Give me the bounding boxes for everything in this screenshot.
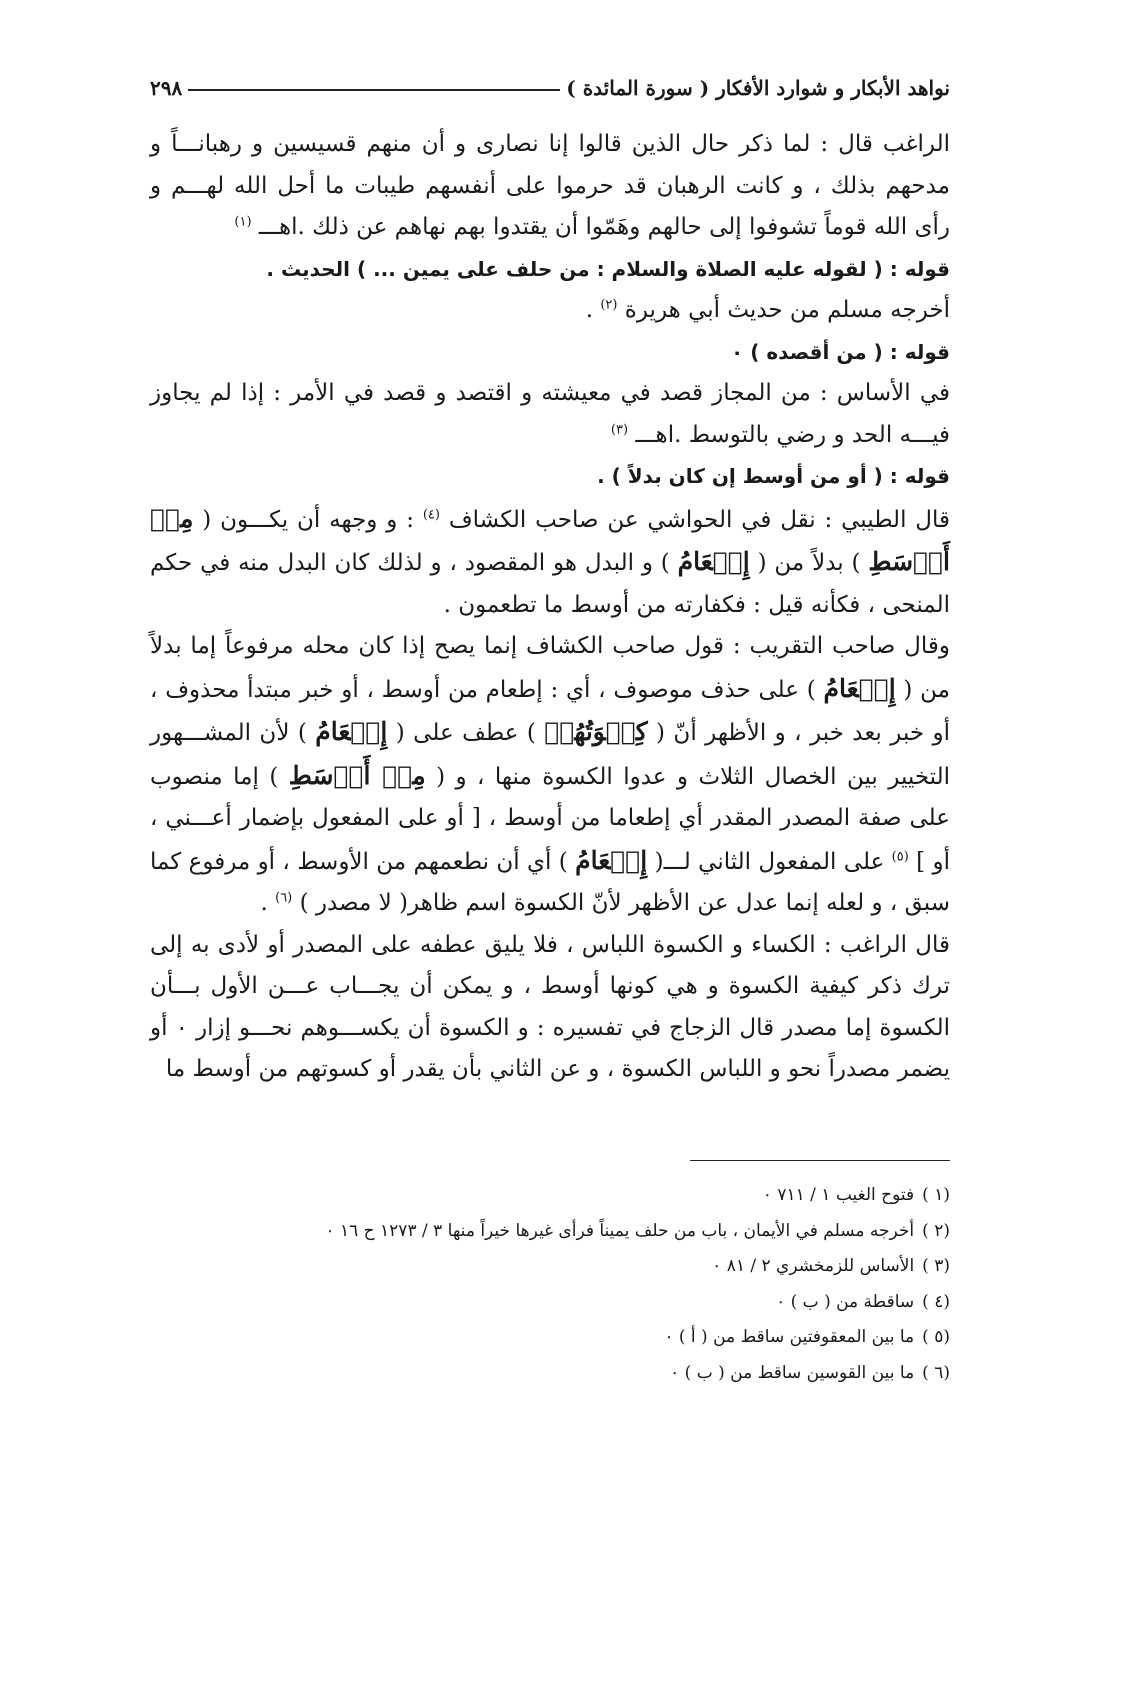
paragraph-text: ) لأن المشـــهور التخيير بين الخصال الثلاث و عدوا الكسوة منها ، و (	[150, 720, 951, 790]
footnote-text: ساقطة من ( ب ) ٠	[776, 1291, 915, 1312]
paragraph	[150, 626, 950, 925]
footnote-item	[150, 1285, 950, 1321]
paragraph-text: .	[585, 297, 594, 323]
quran-word: إِطۡعَامُ	[823, 673, 896, 703]
paragraph-text: ) أي أن نطعمهم من الأوسط ، أو مرفوع كما سبق ، و لعله إنما عدل عن الأظهر لأنّ الكسوة اسم ظاهر( لا مصدر )	[150, 848, 950, 916]
footnote-number: (٤ )	[922, 1291, 950, 1312]
quran-word: إِطۡعَامُ	[315, 717, 388, 746]
paragraph-text: قال الطيبي : نقل في الحواشي عن صاحب الكشاف	[448, 506, 951, 533]
footnote-item	[150, 1214, 950, 1250]
paragraph-text: في الأساس : من المجاز قصد في معيشته و اقتصد و قصد في الأمر : إذا لم يجاوز فيـــه الحد و رضي بالتوسط .اهـــ	[150, 380, 950, 448]
paragraph-text: قال الراغب : الكساء و الكسوة اللباس ، فلا يليق عطفه على المصدر أو لأدى به إلى ترك ذكر كيفية الكسوة و هي كونها أوسط ، و يمكن أن يجـــاب عـــن الأول بـــأن الكسوة إما مصدر قال الزجاج في تفسيره : و الكسوة أن يكســـوهم نحـــو إزار ٠ أو يضمر مصدراً نحو و اللباس الكسوة ، و عن الثاني بأن يقدر أو كسوتهم من أوسط ما	[150, 931, 950, 1082]
footnote-marker: (١)	[234, 214, 252, 230]
footnote-text: ما بين القوسين ساقط من ( ب ) ٠	[670, 1362, 915, 1383]
quran-word: مِنۡ أَوۡسَطِ	[150, 503, 951, 576]
page-header	[150, 60, 950, 100]
paragraph-text: ) بدلاً من (	[757, 550, 861, 576]
paragraph	[150, 124, 950, 249]
footnote-marker: (٦)	[275, 890, 293, 906]
quran-word: إِطۡعَامُ	[677, 547, 750, 576]
page-number: ٢٩٨	[150, 76, 183, 100]
paragraph-text: ) على حذف موصوف ، أي : إطعام من أوسط ، أو خبر مبتدأ محذوف ، أو خبر بعد خبر ، و الأظهر أنّ (	[150, 676, 951, 746]
footnote-marker: (٣)	[610, 421, 629, 437]
paragraph-text: ) و البدل هو المقصود ، و لذلك كان البدل منه في حكم المنحى ، فكأنه قيل : فكفارته من أوسط ما تطعمون .	[150, 550, 950, 618]
footnote-item	[150, 1249, 950, 1285]
footnote-text: أخرجه مسلم في الأيمان ، باب من حلف يميناً فرأى غيرها خيراً منها ٣ / ١٢٧٣ ح ١٦ ٠	[325, 1220, 915, 1241]
footnote-number: (٥ )	[922, 1327, 950, 1347]
footnote-separator	[690, 1160, 950, 1161]
footnote-number: (١ )	[922, 1185, 950, 1205]
section-heading: قوله : ( أو من أوسط إن كان بدلاً ) .	[597, 464, 950, 488]
footnote-number: (٢ )	[922, 1220, 950, 1241]
paragraph-text: أخرجه مسلم من حديث أبي هريرة	[624, 297, 950, 323]
running-title: نواهد الأبكار و شوارد الأفكار ( سورة المائدة )	[566, 76, 950, 100]
footnote-marker: (٤)	[422, 506, 440, 522]
header-rule	[188, 89, 560, 91]
footnote-item	[150, 1178, 950, 1214]
footnote-marker: (٢)	[600, 297, 618, 313]
quran-word: كِسۡوَتُهُمۡ	[544, 717, 648, 746]
paragraph-text: ) عطف على (	[395, 720, 536, 746]
footnote-number: (٦ )	[922, 1362, 950, 1383]
paragraph-text: : و وجهه أن يكـــون (	[202, 506, 414, 533]
section-heading: قوله : ( من أقصده ) ٠	[731, 339, 950, 364]
paragraph-text: الراغب قال : لما ذكر حال الذين قالوا إنا نصارى و أن منهم قسيسين و رهبانـــاً و مدحهم بذلك ، و كانت الرهبان قد حرموا على أنفسهم طيبات ما أحل الله لهـــم و رأى الله قوماً تشوفوا إلى حالهم وهَمّوا أن يقتدوا بهم نهاهم عن ذلك .اهـــ	[150, 131, 950, 240]
book-page	[150, 60, 950, 1660]
paragraph	[150, 925, 950, 1091]
footnote-text: ما بين المعقوفتين ساقط من ( أ ) ٠	[664, 1327, 915, 1347]
footnote-item	[150, 1356, 950, 1392]
footnote-text: فتوح الغيب ١ / ٧١١ ٠	[762, 1185, 915, 1205]
paragraph	[150, 373, 950, 456]
footnote-text: الأساس للزمخشري ٢ / ٨١ ٠	[712, 1256, 915, 1276]
footnote-number: (٣ )	[922, 1256, 950, 1276]
quran-word: مِنۡ أَوۡسَطِ	[288, 760, 426, 790]
paragraph	[150, 290, 950, 332]
paragraph-text: ) إما منصوب على صفة المصدر المقدر أي إطعاما من أوسط ، [ أو على المفعول بإضمار أعـــني ، أو ]	[150, 763, 950, 875]
main-text	[150, 124, 950, 1091]
section-heading: قوله : ( لقوله عليه الصلاة والسلام : من حلف على يمين ... ) الحديث .	[266, 256, 950, 281]
paragraph-text: على المفعول الثاني لـــ(	[654, 848, 885, 875]
footnote-marker: (٥)	[891, 848, 909, 864]
footnote-item	[150, 1320, 950, 1356]
footnotes	[150, 1178, 950, 1391]
quran-word: إِطۡعَامُ	[575, 845, 648, 875]
paragraph-text: .	[260, 890, 268, 916]
paragraph-text: وقال صاحب التقريب : قول صاحب الكشاف إنما يصح إذا كان محله مرفوعاً إما بدلاً من (	[150, 633, 950, 703]
paragraph	[150, 498, 950, 627]
